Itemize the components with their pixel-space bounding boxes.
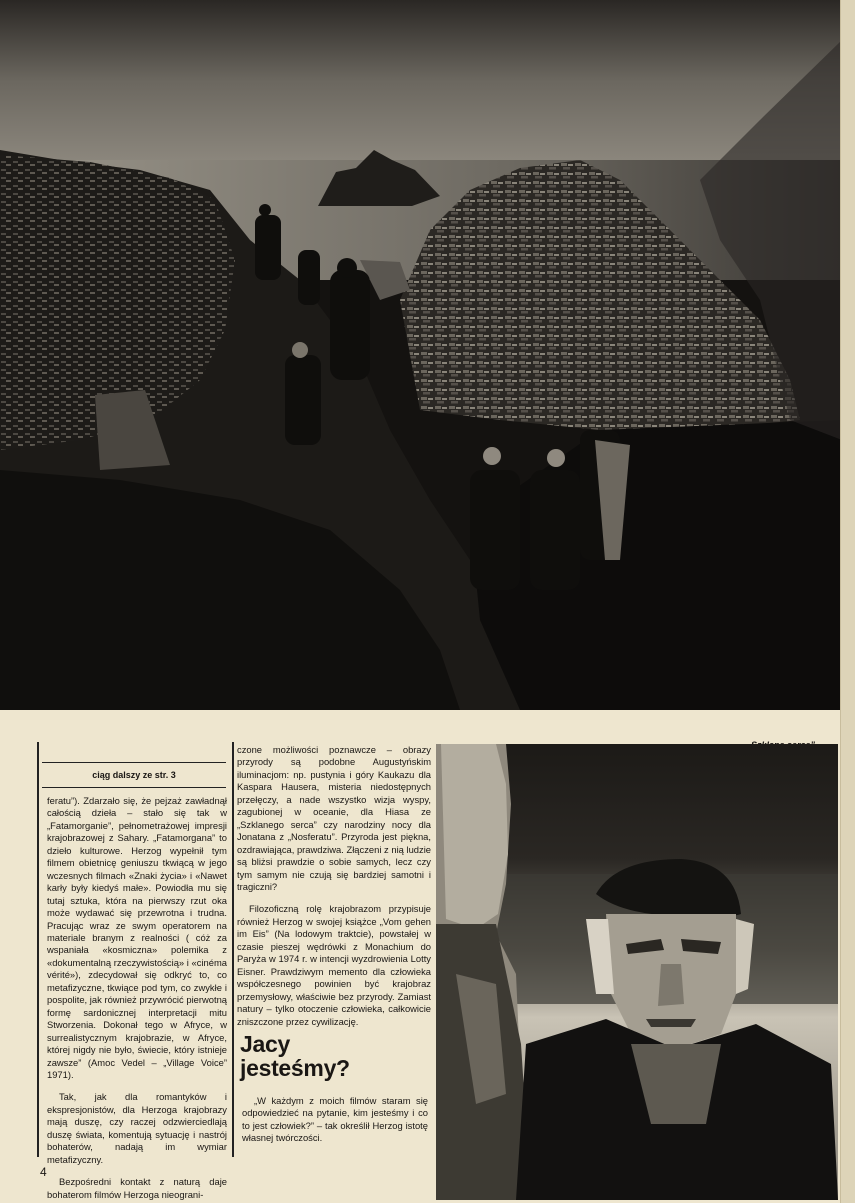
paper-edge bbox=[840, 0, 855, 1203]
article-column-1 bbox=[47, 795, 227, 1201]
column-rule-left bbox=[37, 742, 39, 1157]
portrait-photo bbox=[436, 744, 838, 1200]
section-heading: Jacy jesteśmy? bbox=[240, 1031, 350, 1081]
paragraph: „W każdym z moich filmów staram się odpowiedzieć na pytanie, kim jesteśmy i co to jest człowiek?” – tak określił Herzog istotę własnej twórczości. bbox=[242, 1095, 428, 1144]
paragraph: Tak, jak dla romantyków i ekspresjonistów, dla Herzoga krajobrazy mają duszę, czy raczej odzwierciedlają duszę świata, komentują sytuację i nastrój bohaterów, nadają im wymiar metafizyczny. bbox=[47, 1091, 227, 1165]
continuation-note: ciąg dalszy ze str. 3 bbox=[42, 762, 226, 788]
quote-paragraph bbox=[242, 1095, 428, 1145]
paragraph: czone możliwości poznawcze – obrazy przyrody są podobne Augustyńskim iluminacjom: np. pustynia i góry Kaukazu dla Kaspara Hausera, misteria niedostępnych przełęczy, a nade wszystko wizja wyspy, zagubionej w oceanie, dla Hiasa ze „Szklanego serca” czy narodziny nocy dla Jonatana z „Nosferatu”. Przyroda jest piękna, ozdrawiająca, prawdziwa. Złączeni z nią ludzie są bliżsi prawdzie o sobie samych, lecz czy tym samym nie czują się bardziej samotni i tragiczni? bbox=[237, 744, 431, 892]
column-rule-middle bbox=[232, 742, 234, 1157]
paragraph: Bezpośredni kontakt z naturą daje bohaterom filmów Herzoga nieograni- bbox=[47, 1176, 227, 1200]
page-number: 4 bbox=[40, 1165, 47, 1179]
paragraph: feratu”). Zdarzało się, że pejzaż zawładnął całością dzieła – stało się tak w „Fatamorganie”, pełnometrażowej impresji krajobrazowej z Sahary. „Fatamorgana” to dzieło kulturowe. Herzog wypełnił tym filmem obietnicę geniuszu tkwiącą w jego wczesnych filmach «Znaki życia» i «Nawet karły były kiedyś małe». Powiodła mu się tutaj sztuka, która na pierwszy rzut oka może wydawać się przewrotna i trudna. Pracując wraz ze swym operatorem na materiale branym z realności ( cóż za wspaniała «kosmiczna» polemika z «dokumentalną rzeczywistością» i «cinéma vérité»), zdecydował się odkryć to, co metafizyczne, tkwiące pod tym, co zwykłe i pospolite, jak również przywrócić pierwotną formę sardonicznej interpretacji mitu Stworzenia. Dokonał tego w Afryce, w surrealistycznym krajobrazie, w Afryce, której nigdy nie było, świecie, który istnieje zawsze” (Amoc Vedel – „Village Voice” 1971). bbox=[47, 795, 227, 1080]
paragraph: Filozoficzną rolę krajobrazom przypisuje również Herzog w swojej książce „Vom gehen im Eis” (Na lodowym traktcie), powstałej w czasie pieszej wędrówki z Monachium do Paryża w 1974 r. w intencji wyzdrowienia Lotty Eisner. Prawdziwym memento dla człowieka współczesnego powinien być krajobraz przemysłowy, właściwie bez przyrody. Zamiast natury – tylko otoczenie człowieka, całkowicie zniszczone przez cywilizację. bbox=[237, 903, 431, 1027]
article-column-2 bbox=[237, 744, 431, 1028]
